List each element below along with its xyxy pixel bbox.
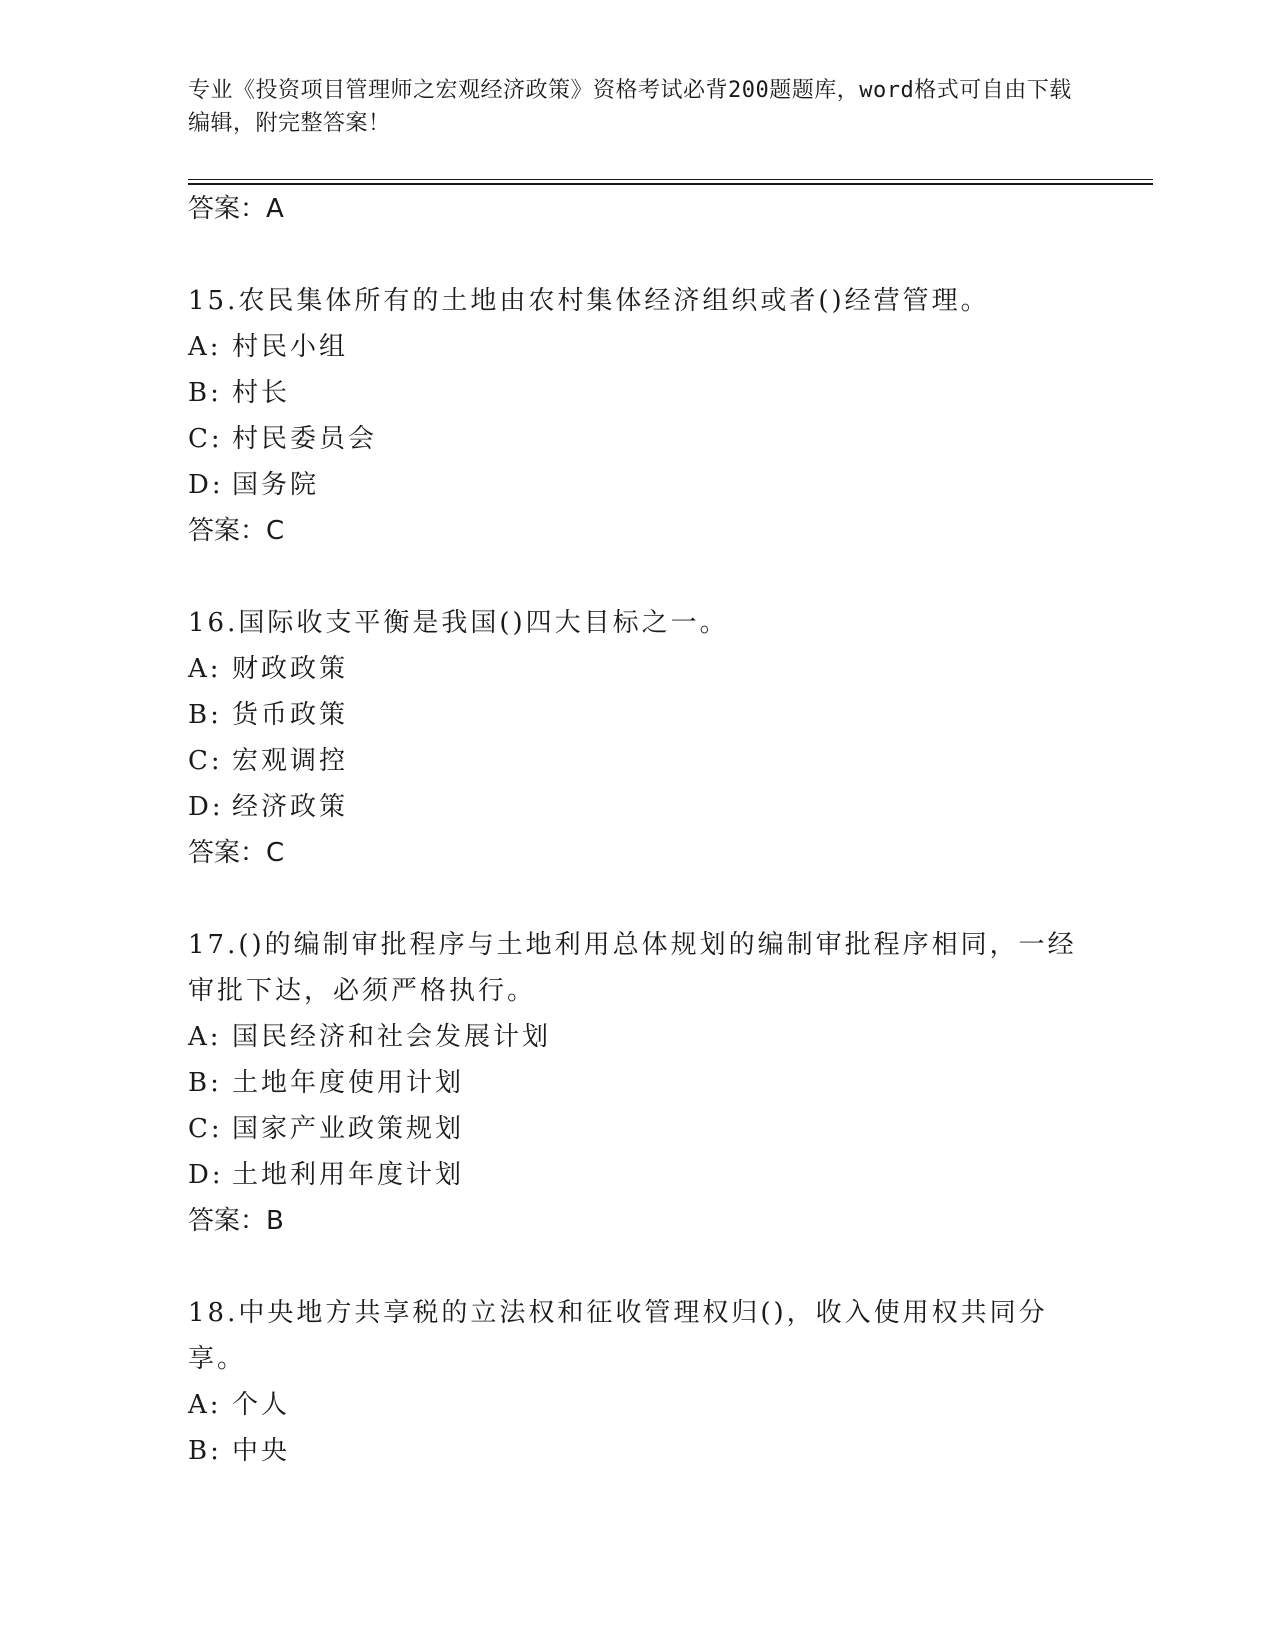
header-divider-thick: [188, 183, 1153, 185]
option-key: D:: [188, 1160, 224, 1190]
question-list: [188, 186, 1088, 1474]
option-key: B:: [188, 1068, 222, 1098]
option-text: 国民经济和社会发展计划: [232, 1022, 552, 1052]
question-stem: 17.()的编制审批程序与土地利用总体规划的编制审批程序相同，一经审批下达，必须严格执行。: [188, 930, 1077, 1006]
option-a: [188, 646, 1088, 692]
option-key: B:: [188, 1436, 222, 1466]
option-key: B:: [188, 378, 222, 408]
option-key: A:: [188, 654, 222, 684]
answer-line: 答案：C: [188, 838, 285, 868]
option-c: [188, 416, 1088, 462]
option-text: 货币政策: [232, 700, 349, 730]
option-b: [188, 370, 1088, 416]
question-stem: 15.农民集体所有的土地由农村集体经济组织或者()经营管理。: [188, 286, 990, 316]
option-text: 土地年度使用计划: [232, 1068, 465, 1098]
option-text: 财政政策: [232, 654, 349, 684]
option-key: D:: [188, 470, 224, 500]
answer-line: 答案：A: [188, 194, 284, 224]
option-a: [188, 1014, 1088, 1060]
option-text: 经济政策: [232, 792, 349, 822]
option-text: 国家产业政策规划: [232, 1114, 465, 1144]
option-a: [188, 1382, 1088, 1428]
option-a: [188, 324, 1088, 370]
question-stem: 16.国际收支平衡是我国()四大目标之一。: [188, 608, 729, 638]
option-text: 村民小组: [232, 332, 349, 362]
option-key: C:: [188, 424, 223, 454]
option-key: C:: [188, 746, 223, 776]
option-key: C:: [188, 1114, 223, 1144]
option-key: B:: [188, 700, 222, 730]
option-text: 土地利用年度计划: [232, 1160, 465, 1190]
option-key: A:: [188, 332, 222, 362]
answer-line: 答案：C: [188, 516, 285, 546]
option-c: [188, 738, 1088, 784]
option-key: A:: [188, 1022, 222, 1052]
option-text: 村民委员会: [232, 424, 378, 454]
option-d: [188, 784, 1088, 830]
option-text: 个人: [232, 1390, 291, 1420]
option-key: A:: [188, 1390, 222, 1420]
option-b: [188, 692, 1088, 738]
option-key: D:: [188, 792, 224, 822]
option-c: [188, 1106, 1088, 1152]
option-d: [188, 1152, 1088, 1198]
option-text: 宏观调控: [232, 746, 349, 776]
option-d: [188, 462, 1088, 508]
question-stem: 18.中央地方共享税的立法权和征收管理权归()，收入使用权共同分享。: [188, 1298, 1048, 1374]
option-b: [188, 1428, 1088, 1474]
option-text: 村长: [232, 378, 291, 408]
header-divider-thin: [188, 179, 1153, 180]
document-header: 专业《投资项目管理师之宏观经济政策》资格考试必背200题题库，word格式可自由下载编辑，附完整答案！: [188, 78, 1072, 136]
option-text: 中央: [232, 1436, 291, 1466]
answer-line: 答案：B: [188, 1206, 284, 1236]
option-text: 国务院: [232, 470, 320, 500]
option-b: [188, 1060, 1088, 1106]
